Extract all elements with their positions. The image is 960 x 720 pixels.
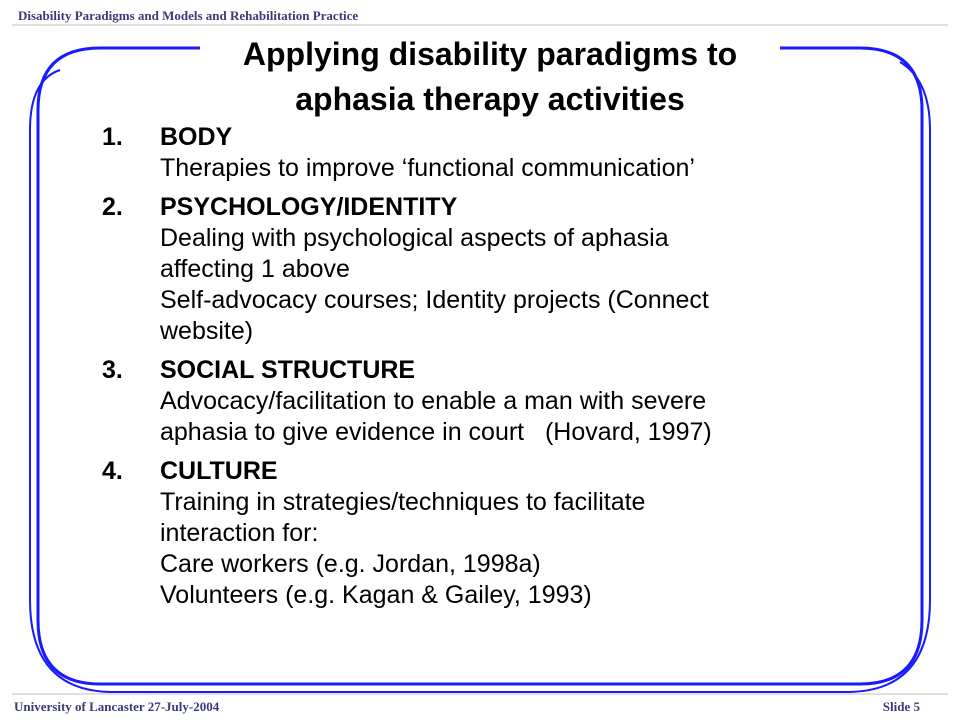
- list-item: [102, 456, 902, 611]
- item-number: 2.: [102, 193, 123, 221]
- title-line-1: Applying disability paradigms to: [242, 36, 738, 72]
- item-line: Training in strategies/techniques to facilitate: [160, 488, 646, 516]
- item-line: Dealing with psychological aspects of aphasia: [160, 224, 669, 252]
- item-line: interaction for:: [160, 519, 319, 547]
- item-line: Care workers (e.g. Jordan, 1998a): [160, 550, 541, 578]
- item-heading: CULTURE: [160, 457, 278, 485]
- slide-number: Slide 5: [882, 699, 920, 714]
- item-line: aphasia to give evidence in court (Hovard, 1997): [160, 418, 712, 446]
- header-text: Disability Paradigms and Models and Rehabilitation Practice: [18, 8, 359, 23]
- item-line: Volunteers (e.g. Kagan & Gailey, 1993): [160, 581, 592, 609]
- paradigm-list: [102, 122, 902, 619]
- item-line: Advocacy/facilitation to enable a man with severe: [160, 387, 707, 415]
- item-line: website): [160, 317, 254, 345]
- list-item: [102, 355, 902, 448]
- item-line: Therapies to improve ‘functional communication’: [160, 154, 695, 182]
- item-heading: SOCIAL STRUCTURE: [160, 356, 416, 384]
- list-item: [102, 192, 902, 347]
- item-number: 3.: [102, 356, 123, 384]
- list-item: [102, 122, 902, 184]
- item-line: affecting 1 above: [160, 255, 350, 283]
- item-number: 4.: [102, 457, 123, 485]
- title-line-2: aphasia therapy activities: [295, 81, 685, 117]
- item-heading: PSYCHOLOGY/IDENTITY: [160, 193, 458, 221]
- footer-left: University of Lancaster 27-July-2004: [14, 699, 220, 714]
- page-title: [120, 32, 860, 122]
- item-line: Self-advocacy courses; Identity projects (Connect: [160, 286, 709, 314]
- item-heading: BODY: [160, 123, 233, 151]
- item-number: 1.: [102, 123, 123, 151]
